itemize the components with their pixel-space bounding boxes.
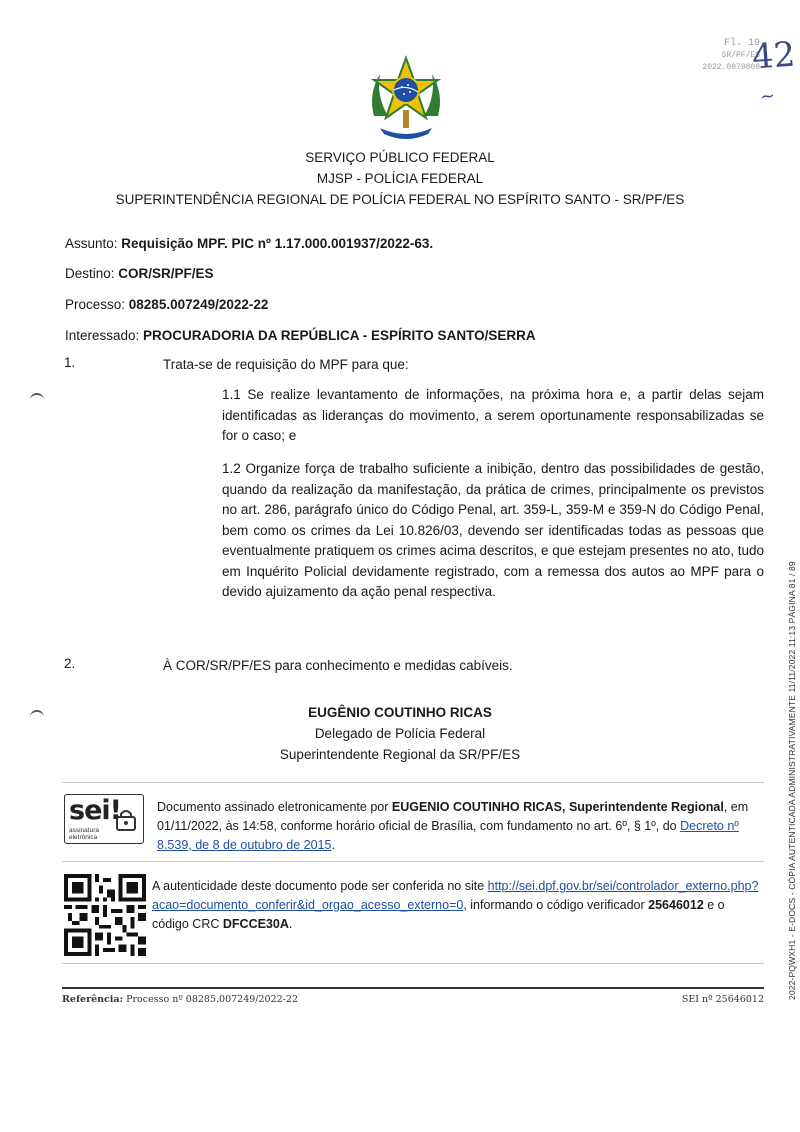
divider [62,963,764,964]
stamp-folio: Fl. 19 [723,38,760,49]
footer-ref-value: Processo nº 08285.007249/2022-22 [123,994,298,1005]
footer-reference [62,994,298,1005]
processo-label: Processo: [65,297,129,312]
signature-block [0,702,800,765]
verification-code: 25646012 [648,898,704,912]
field-interessado [65,328,536,343]
sei-logo-sub2: eletrônica [69,834,98,841]
stamp-unit: SR/PF/ES [721,51,760,60]
auth-text-mid: , informando o código verificador [463,898,649,912]
lock-icon [115,809,137,831]
item-2-number: 2. [64,656,76,671]
interessado-label: Interessado: [65,328,144,343]
side-stamp-text: 2022-PQWXH1 - E-DOCS - CÓPIA AUTENTICADA ADMINISTRATIVAMENTE 11/11/2022 11:13 PÁGINA 81 / 89 [787,561,797,1000]
sei-logo [64,794,144,844]
item-1-number: 1. [64,355,76,370]
signer-role: Delegado de Polícia Federal [314,726,486,741]
header-line-1: SERVIÇO PÚBLICO FEDERAL [305,150,495,165]
field-processo [65,297,268,312]
field-assunto [65,236,433,251]
page-stamp [660,38,760,74]
destino-label: Destino: [65,266,119,281]
handwritten-page-number: 42 [750,34,797,78]
auth-text-mid2: e o código CRC [152,898,725,931]
subitem-1-2: 1.2 Organize força de trabalho suficiente a inibição, dentro das possibilidades de gestão, quando da realização da manifestação, da prática de crimes, principalmente os previstos no art. 286, parágrafo único do Código Penal, art. 359-L, 359-M e 359-N do Código Penal, bem como os crimes da Lei 10.826/03, devendo ser identificadas todas as pessoas que eventualmente pratiquem os crimes acima descritos, e que estejam presentes no ato, tudo em Inquérito Policial devidamente registrado, com a remessa dos autos ao MPF para o devido ajuizamento da ação penal respectiva. [222,461,764,599]
sei-logo-word: sei! [69,795,121,826]
assunto-value: Requisição MPF. PIC nº 1.17.000.001937/2022-63. [121,236,434,251]
header-line-2: MJSP - POLÍCIA FEDERAL [316,171,484,186]
sei-logo-subtitle [69,827,99,841]
assunto-label: Assunto: [65,236,122,251]
crc-code: DFCCE30A [222,917,289,931]
sign-text-pre: Documento assinado eletronicamente por [157,800,392,814]
electronic-signature-text [157,798,763,855]
handwritten-initial: ~ [758,85,777,108]
brazil-coat-of-arms-icon [366,54,446,144]
subitem-1-1: 1.1 Se realize levantamento de informações, na próxima hora e, a partir delas sejam identificadas as lideranças do movimento, a serem oportunamente responsabilizadas se for o caso; e [222,387,764,443]
auth-text-end: . [288,917,293,931]
authenticity-text [152,877,762,934]
header-line-3: SUPERINTENDÊNCIA REGIONAL DE POLÍCIA FEDERAL NO ESPÍRITO SANTO - SR/PF/ES [115,192,685,207]
destino-value: COR/SR/PF/ES [118,266,214,281]
footer-sei-number: SEI nº 25646012 [681,994,764,1005]
divider [62,861,764,862]
verification-link[interactable]: http://sei.dpf.gov.br/sei/controlador_externo.php?acao=documento_conferir&id_orgao_acesso_externo=0 [152,879,759,912]
field-destino [65,266,214,281]
divider [62,782,764,783]
interessado-value: PROCURADORIA DA REPÚBLICA - ESPÍRITO SANTO/SERRA [143,328,536,343]
footer-rule [62,987,764,989]
processo-value: 08285.007249/2022-22 [128,297,269,312]
sign-text-end: . [331,838,335,852]
qr-code-icon [64,874,146,956]
stamp-code: 2022.0079800 [702,63,760,72]
item-1-text: Trata-se de requisição do MPF para que: [163,357,409,372]
signer-position: Superintendente Regional da SR/PF/ES [279,747,521,762]
sei-logo-sub1: assinatura [69,827,99,834]
auth-text-pre: A autenticidade deste documento pode ser conferida no site [152,879,488,893]
sign-text-name: EUGENIO COUTINHO RICAS, Superintendente Regional [391,800,724,814]
sign-text-mid: , em 01/11/2022, às 14:58, conforme horário oficial de Brasília, com fundamento no art. 6º, § 1º, do [157,800,749,833]
scan-margin-mark [30,393,44,403]
item-2-text: À COR/SR/PF/ES para conhecimento e medidas cabíveis. [163,658,513,673]
footer-ref-label: Referência: [62,994,124,1005]
decree-link[interactable]: Decreto nº 8.539, de 8 de outubro de 2015 [157,819,739,852]
signer-name: EUGÊNIO COUTINHO RICAS [308,705,492,720]
